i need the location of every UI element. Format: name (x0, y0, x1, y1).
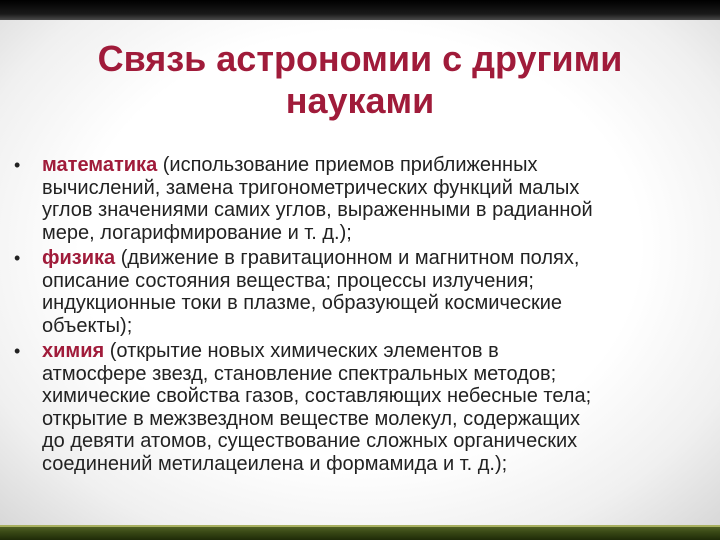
text-line: соединений метилацеилена и формамида и т. д.); (42, 452, 508, 475)
text-line: объекты); (42, 314, 133, 337)
text-line: описание состояния вещества; процессы излучения; (42, 269, 534, 292)
text-line: индукционные токи в плазме, образующей космические (42, 292, 563, 314)
bullet-icon: • (14, 155, 21, 175)
text-fragment: (использование приемов приближенных (157, 154, 538, 176)
text-line: открытие в межзвездном веществе молекул, содержащих (42, 407, 581, 430)
list-item-physics (0, 247, 720, 337)
list-item-text (42, 154, 708, 244)
text-line: химические свойства газов, составляющих небесные тела; (42, 385, 592, 407)
text-fragment: (движение в гравитационном и магнитном полях, (115, 247, 580, 269)
list-item-chemistry (0, 340, 720, 475)
term-physics: физика (42, 247, 116, 269)
text-line: атмосфере звезд, становление спектральных методов; (42, 362, 557, 385)
bullet-icon: • (14, 248, 21, 268)
bottom-decor-bar (0, 525, 720, 540)
list-item-text (42, 247, 708, 337)
text-line (42, 247, 708, 270)
text-line: до девяти атомов, существование сложных органических (42, 430, 578, 452)
list-item-mathematics (0, 154, 720, 244)
text-line: вычислений, замена тригонометрических функций малых (42, 176, 580, 199)
text-line (42, 340, 708, 363)
list-item-text (42, 340, 708, 475)
text-line (42, 154, 708, 177)
science-list (0, 154, 720, 478)
text-fragment: (открытие новых химических элементов в (104, 340, 499, 362)
term-mathematics: математика (42, 154, 158, 176)
slide-title-line-2: науками (285, 80, 435, 121)
text-line: углов значениями самих углов, выраженными в радианной (42, 199, 593, 221)
term-chemistry: химия (42, 340, 105, 362)
top-decor-bar (0, 0, 720, 20)
slide-title (20, 38, 700, 122)
bullet-icon: • (14, 341, 21, 361)
text-line: мере, логарифмирование и т. д.); (42, 221, 352, 244)
slide-title-line-1: Связь астрономии с другими (97, 38, 623, 79)
